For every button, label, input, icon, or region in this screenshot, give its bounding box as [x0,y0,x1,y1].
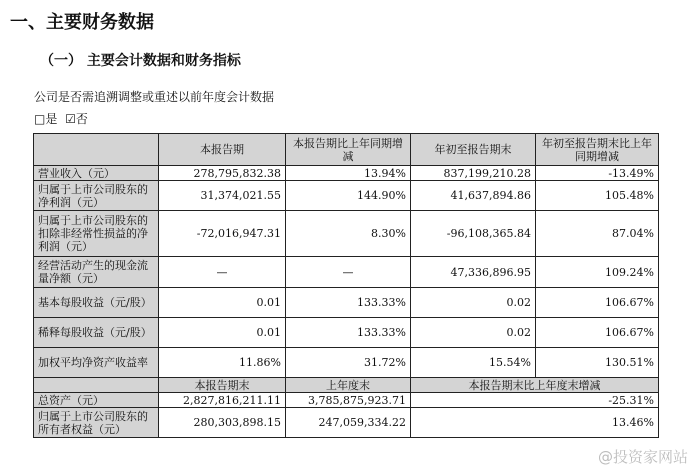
row-label: 总资产（元） [34,393,159,408]
financial-data-table [33,133,659,438]
table-row [34,288,659,318]
table-cell: 133.33% [286,318,411,348]
table-cell: 109.24% [536,257,659,288]
table-cell: 47,336,896.95 [411,257,536,288]
restatement-question: 公司是否需追溯调整或重述以前年度会计数据 [34,90,275,104]
table-row [34,318,659,348]
table-row [34,181,659,211]
restatement-options [34,110,88,127]
header-cell: 本报告期 [159,134,286,166]
table-cell: 130.51% [536,348,659,378]
row-label: 归属于上市公司股东的扣除非经常性损益的净利润（元） [34,211,159,257]
table-cell: 105.48% [536,181,659,211]
row-label: 加权平均净资产收益率 [34,348,159,378]
table-header-row [34,378,659,393]
table-row [34,257,659,288]
table-cell: — [159,257,286,288]
option-yes-checkbox: □是 [34,112,58,126]
table-cell: 280,303,898.15 [159,408,286,438]
row-label: 归属于上市公司股东的净利润（元） [34,181,159,211]
table-header-row [34,134,659,166]
table-cell: 31,374,021.55 [159,181,286,211]
row-label: 基本每股收益（元/股） [34,288,159,318]
table-cell: -25.31% [411,393,659,408]
table-cell: 278,795,832.38 [159,166,286,181]
table-cell: 13.46% [411,408,659,438]
table-cell: 247,059,334.22 [286,408,411,438]
row-label: 稀释每股收益（元/股） [34,318,159,348]
table-cell: 0.01 [159,288,286,318]
table-cell: 31.72% [286,348,411,378]
header-cell: 本报告期末比上年度末增减 [411,378,659,393]
table-cell: 41,637,894.86 [411,181,536,211]
table-cell: 3,785,875,923.71 [286,393,411,408]
table-cell: 837,199,210.28 [411,166,536,181]
table-cell: 13.94% [286,166,411,181]
table-cell: 15.54% [411,348,536,378]
header-cell: 上年度末 [286,378,411,393]
table-cell: 0.02 [411,288,536,318]
watermark: @投资家网站 [597,448,688,466]
header-cell: 本报告期比上年同期增减 [286,134,411,166]
subsection-heading: （一） 主要会计数据和财务指标 [40,53,241,69]
option-no-checkbox: ☑否 [65,112,88,126]
table-cell: 133.33% [286,288,411,318]
table-cell: 106.67% [536,318,659,348]
header-cell: 年初至报告期末 [411,134,536,166]
table-cell: 87.04% [536,211,659,257]
header-cell [34,378,159,393]
table-row [34,348,659,378]
table-row [34,393,659,408]
table-cell: — [286,257,411,288]
table-cell: 2,827,816,211.11 [159,393,286,408]
table-row [34,211,659,257]
table-cell: 0.02 [411,318,536,348]
table-cell: 11.86% [159,348,286,378]
table-cell: 144.90% [286,181,411,211]
section-heading: 一、主要财务数据 [10,12,154,33]
table-cell: 8.30% [286,211,411,257]
table-cell: -13.49% [536,166,659,181]
row-label: 营业收入（元） [34,166,159,181]
table-cell: -96,108,365.84 [411,211,536,257]
header-cell: 本报告期末 [159,378,286,393]
table-row [34,408,659,438]
row-label: 经营活动产生的现金流量净额（元） [34,257,159,288]
table-cell: -72,016,947.31 [159,211,286,257]
table-row [34,166,659,181]
header-cell: 年初至报告期末比上年同期增减 [536,134,659,166]
table-cell: 0.01 [159,318,286,348]
table-cell: 106.67% [536,288,659,318]
header-cell [34,134,159,166]
row-label: 归属于上市公司股东的所有者权益（元） [34,408,159,438]
